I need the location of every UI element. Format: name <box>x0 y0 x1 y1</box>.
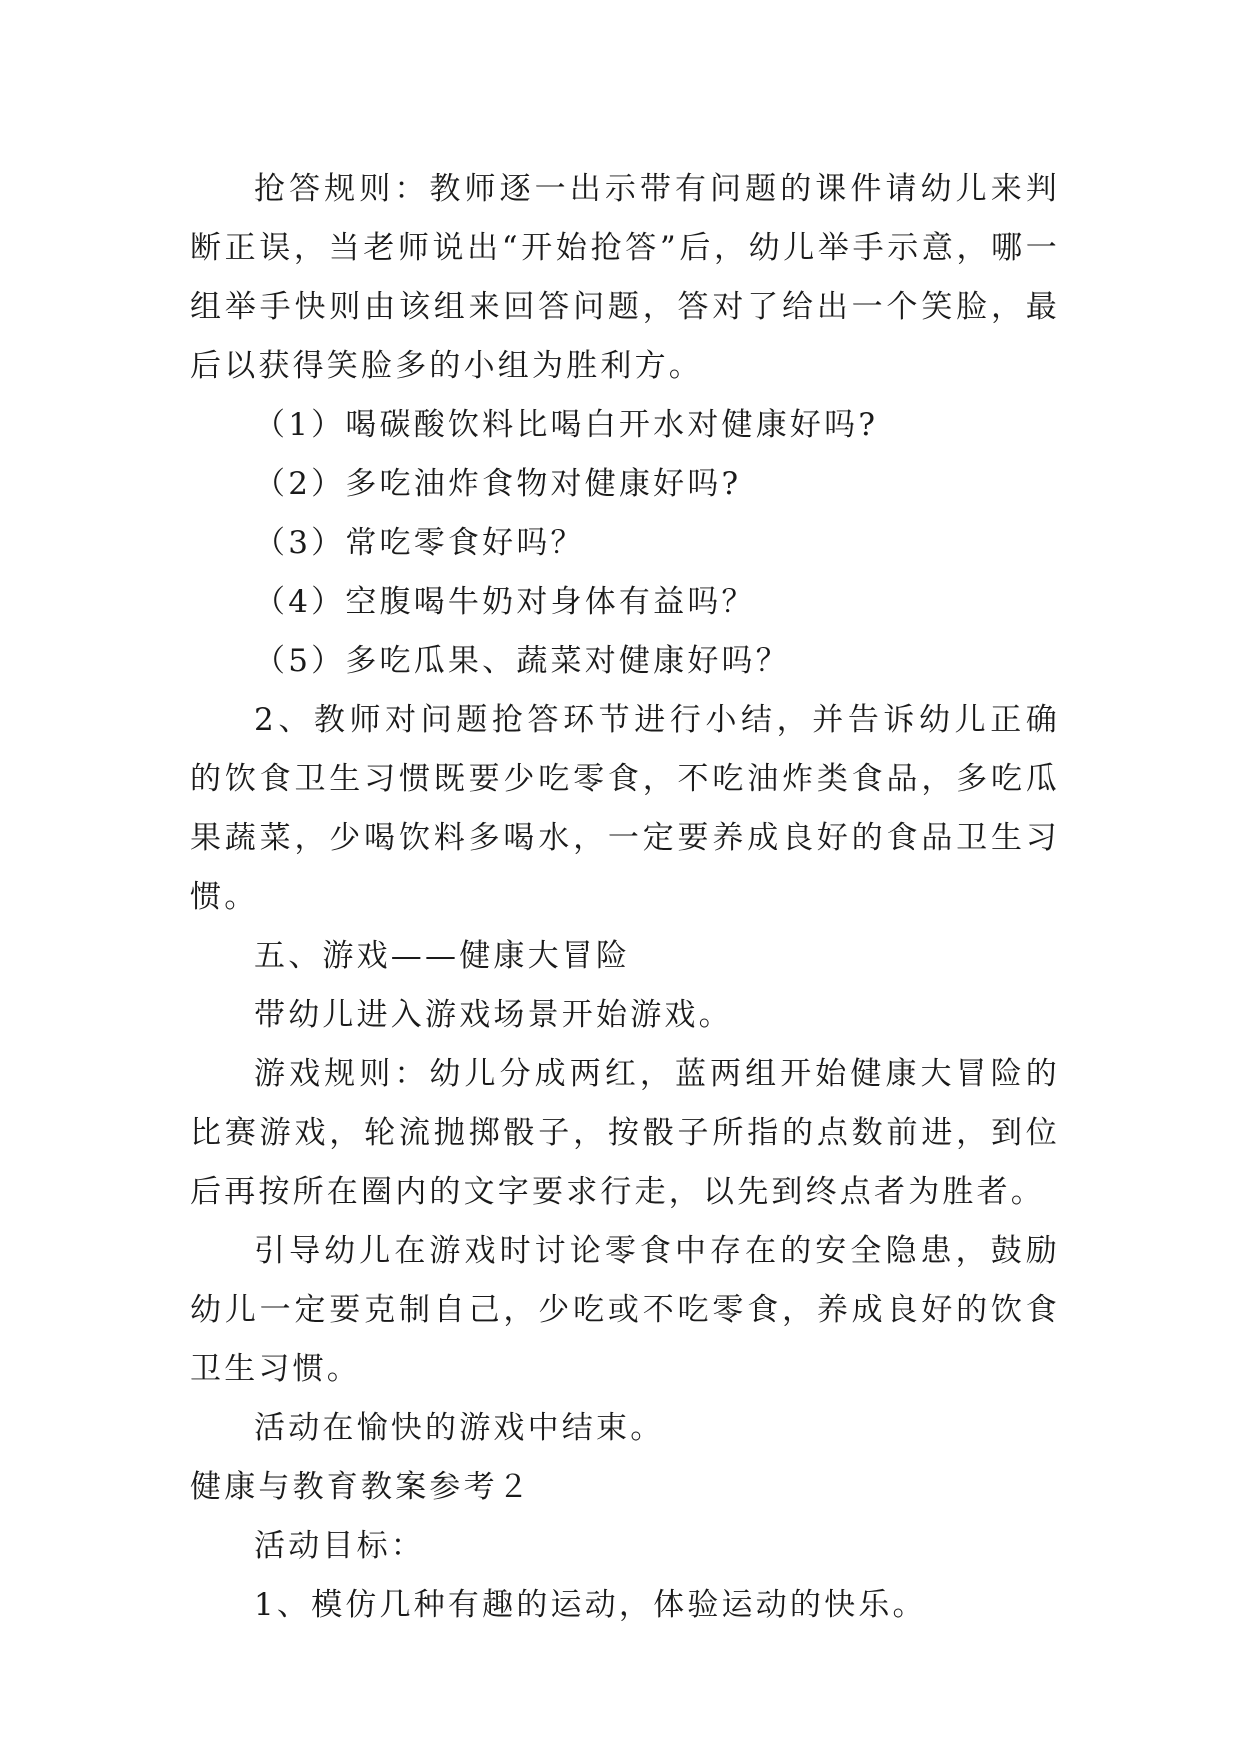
document-page <box>190 160 1060 1635</box>
question-1: （1）喝碳酸饮料比喝白开水对健康好吗? <box>254 407 879 443</box>
objectives-heading: 活动目标： <box>254 1528 425 1564</box>
guidance-paragraph: 引导幼儿在游戏时讨论零食中存在的安全隐患，鼓励幼儿一定要克制自己，少吃或不吃零食，养成良好的饮食卫生习惯。 <box>190 1233 1060 1387</box>
ending-paragraph: 活动在愉快的游戏中结束。 <box>254 1410 665 1446</box>
summary-paragraph: 2、教师对问题抢答环节进行小结，并告诉幼儿正确的饮食卫生习惯既要少吃零食，不吃油炸类食品，多吃瓜果蔬菜，少喝饮料多喝水，一定要养成良好的食品卫生习惯。 <box>190 702 1060 915</box>
document-title-2: 健康与教育教案参考２ <box>190 1469 532 1505</box>
rules-paragraph: 抢答规则：教师逐一出示带有问题的课件请幼儿来判断正误，当老师说出“开始抢答”后，幼儿举手示意，哪一组举手快则由该组来回答问题，答对了给出一个笑脸，最后以获得笑脸多的小组为胜利方。 <box>190 171 1060 384</box>
objective-1: 1、模仿几种有趣的运动，体验运动的快乐。 <box>254 1587 927 1623</box>
question-2: （2）多吃油炸食物对健康好吗? <box>254 466 742 502</box>
section-heading-game: 五、游戏——健康大冒险 <box>254 938 631 974</box>
question-5: （5）多吃瓜果、蔬菜对健康好吗？ <box>254 643 790 679</box>
question-3: （3）常吃零食好吗？ <box>254 525 585 561</box>
game-intro-paragraph: 带幼儿进入游戏场景开始游戏。 <box>254 997 733 1033</box>
game-rules-paragraph: 游戏规则：幼儿分成两红，蓝两组开始健康大冒险的比赛游戏，轮流抛掷骰子，按骰子所指的点数前进，到位后再按所在圈内的文字要求行走，以先到终点者为胜者。 <box>190 1056 1060 1210</box>
question-4: （4）空腹喝牛奶对身体有益吗？ <box>254 584 756 620</box>
